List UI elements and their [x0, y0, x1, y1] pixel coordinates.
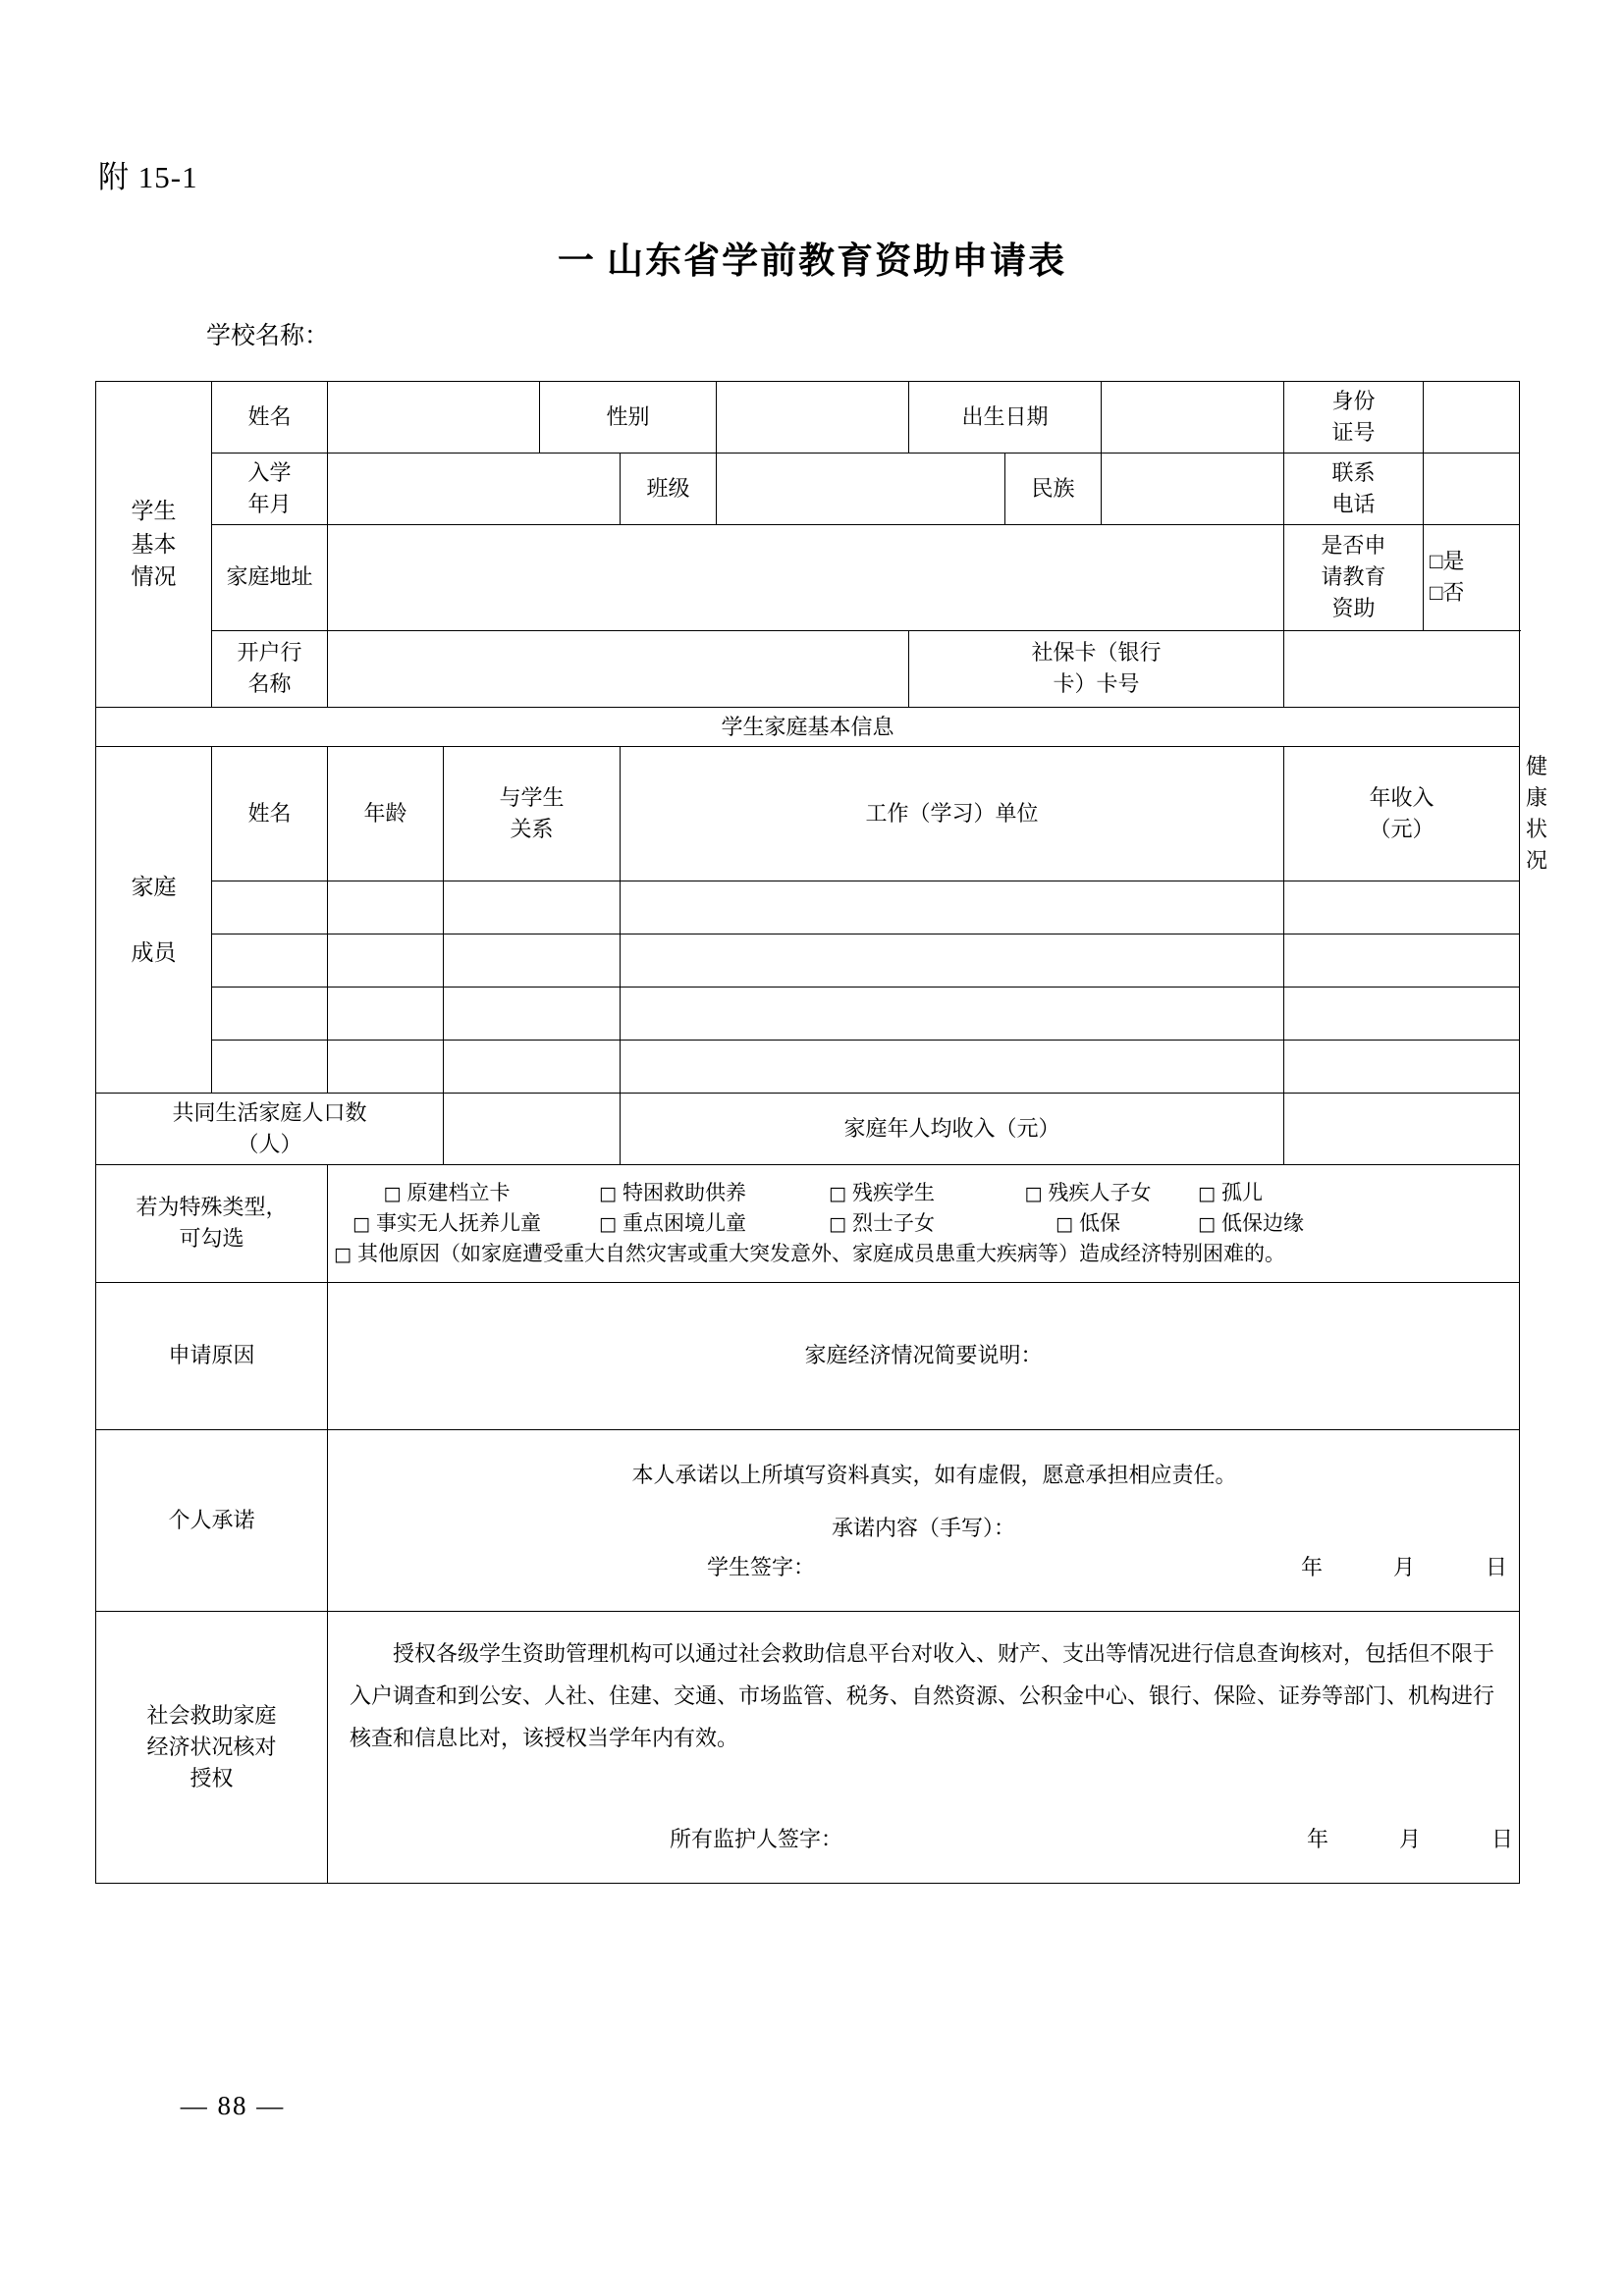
pledge-label: 个人承诺	[96, 1429, 328, 1611]
checkbox-dibao[interactable]: □ 低保	[1056, 1211, 1120, 1236]
special-type-checkboxes	[328, 1164, 1520, 1282]
member-name-cell[interactable]	[212, 881, 328, 934]
avg-income-label: 家庭年人均收入（元）	[621, 1094, 1284, 1165]
table-row	[96, 988, 1520, 1041]
apply-edu-yes[interactable]: □是	[1430, 549, 1465, 574]
table-row	[96, 707, 1520, 747]
member-name-header: 姓名	[212, 747, 328, 881]
checkbox-icon[interactable]: □	[352, 1213, 370, 1236]
year-label: 年	[1307, 1827, 1329, 1852]
special-type-row-2	[334, 1208, 1513, 1239]
member-income-header: 年收入 （元）	[1284, 747, 1520, 881]
special-type-label: 若为特殊类型， 可勾选	[96, 1164, 328, 1282]
pledge-body	[328, 1429, 1520, 1611]
checkbox-jiandanglika[interactable]: □ 原建档立卡	[383, 1181, 511, 1205]
student-signature-label[interactable]: 学生签字：	[707, 1554, 816, 1579]
table-row: 家庭 成员 姓名 年龄 与学生 关系 工作（学习）单位 年收入 （元） 健康 状况	[96, 747, 1520, 881]
attachment-number: 附 15-1	[98, 160, 198, 194]
checkbox-shishiwuren[interactable]: □ 事实无人抚养儿童	[352, 1211, 541, 1236]
checkbox-icon[interactable]: □	[1198, 1183, 1216, 1205]
enroll-value[interactable]	[328, 453, 621, 524]
member-name-cell[interactable]	[212, 1041, 328, 1094]
member-relation-cell[interactable]	[444, 988, 621, 1041]
member-work-cell[interactable]	[621, 934, 1284, 988]
checkbox-lieshizinv[interactable]: □ 烈士子女	[829, 1211, 935, 1236]
name-value[interactable]	[328, 382, 540, 454]
card-label: 社保卡（银行 卡）卡号	[909, 630, 1284, 707]
apply-reason-area[interactable]	[328, 1282, 1520, 1429]
member-work-cell[interactable]	[621, 1041, 1284, 1094]
class-value[interactable]	[717, 453, 1005, 524]
application-form-table	[95, 381, 1548, 1884]
member-age-cell[interactable]	[328, 1041, 444, 1094]
nation-label: 民族	[1005, 453, 1102, 524]
day-label: 日	[1486, 1554, 1508, 1579]
member-work-cell[interactable]	[621, 881, 1284, 934]
avg-income-value[interactable]	[1284, 1094, 1520, 1165]
checkbox-icon[interactable]: □	[1056, 1213, 1073, 1236]
card-value[interactable]	[1284, 630, 1520, 707]
member-name-cell[interactable]	[212, 934, 328, 988]
apply-reason-label: 申请原因	[96, 1282, 328, 1429]
member-relation-header: 与学生 关系	[444, 747, 621, 881]
member-income-cell[interactable]	[1284, 881, 1520, 934]
checkbox-tekunjiuzhu[interactable]: □ 特困救助供养	[599, 1181, 746, 1205]
checkbox-dibaobianyuan[interactable]: □ 低保边缘	[1198, 1211, 1304, 1236]
family-info-banner: 学生家庭基本信息	[96, 707, 1520, 747]
bank-value[interactable]	[328, 630, 909, 707]
apply-edu-choice[interactable]	[1424, 524, 1520, 630]
member-income-cell[interactable]	[1284, 934, 1520, 988]
checkbox-icon[interactable]: □	[383, 1183, 402, 1205]
authorization-text: 授权各级学生资助管理机构可以通过社会救助信息平台对收入、财产、支出等情况进行信息查询核对，包括但不限于入户调查和到公安、人社、住建、交通、市场监管、税务、自然资源、公积金中心、银行、保险、证券等部门、机构进行核查和信息比对，该授权当学年内有效。	[350, 1640, 1495, 1750]
member-age-cell[interactable]	[328, 934, 444, 988]
table-row	[96, 1282, 1520, 1429]
checkbox-icon[interactable]: □	[334, 1243, 352, 1265]
apply-edu-no[interactable]: □否	[1430, 580, 1465, 606]
address-value[interactable]	[328, 524, 1284, 630]
birth-value[interactable]	[1102, 382, 1284, 454]
member-age-cell[interactable]	[328, 881, 444, 934]
pledge-handwrite-label: 承诺内容（手写）：	[832, 1515, 1016, 1540]
address-label: 家庭地址	[212, 524, 328, 630]
pledge-text: 本人承诺以上所填写资料真实，如有虚假，愿意承担相应责任。	[631, 1462, 1237, 1487]
pledge-signature-line	[334, 1552, 1513, 1581]
page-number	[0, 2091, 1624, 2121]
table-row	[96, 1164, 1520, 1282]
id-value[interactable]	[1424, 382, 1520, 454]
day-label: 日	[1491, 1827, 1514, 1852]
table-row	[96, 881, 1520, 934]
month-label: 月	[1393, 1554, 1416, 1579]
checkbox-icon[interactable]: □	[599, 1183, 617, 1205]
month-label: 月	[1399, 1827, 1422, 1852]
year-label: 年	[1301, 1554, 1324, 1579]
checkbox-canjixuesheng[interactable]: □ 残疾学生	[829, 1181, 935, 1205]
member-relation-cell[interactable]	[444, 881, 621, 934]
class-label: 班级	[621, 453, 717, 524]
member-work-header: 工作（学习）单位	[621, 747, 1284, 881]
member-income-cell[interactable]	[1284, 1041, 1520, 1094]
checkbox-icon[interactable]: □	[829, 1213, 846, 1236]
phone-label: 联系 电话	[1284, 453, 1424, 524]
table-row	[96, 1429, 1520, 1611]
checkbox-zhongdiankunjing[interactable]: □ 重点困境儿童	[599, 1211, 746, 1236]
nation-value[interactable]	[1102, 453, 1284, 524]
authorization-signature-line	[328, 1824, 1519, 1883]
school-name-label: 学校名称：	[206, 323, 330, 349]
student-basic-section-label: 学生 基本 情况	[96, 382, 212, 708]
enroll-label: 入学 年月	[212, 453, 328, 524]
checkbox-qitayuanyin[interactable]: □ 其他原因（如家庭遭受重大自然灾害或重大突发意外、家庭成员患重大疾病等）造成经济特别困难的。	[334, 1241, 1285, 1265]
table-row	[96, 382, 1520, 454]
gender-label: 性别	[540, 382, 717, 454]
member-age-header: 年龄	[328, 747, 444, 881]
page-number-text: — 88 —	[180, 2091, 286, 2120]
table-row	[96, 1041, 1520, 1094]
apply-reason-note: 家庭经济情况简要说明：	[804, 1343, 1043, 1368]
authorization-body	[328, 1611, 1520, 1884]
population-value[interactable]	[444, 1094, 621, 1165]
population-label: 共同生活家庭人口数 （人）	[96, 1094, 444, 1165]
authorization-label: 社会救助家庭 经济状况核对 授权	[96, 1611, 328, 1884]
member-relation-cell[interactable]	[444, 1041, 621, 1094]
member-work-cell[interactable]	[621, 988, 1284, 1041]
apply-edu-label: 是否申 请教育 资助	[1284, 524, 1424, 630]
bank-label: 开户行 名称	[212, 630, 328, 707]
family-member-section-label: 家庭 成员	[96, 747, 212, 1094]
authorization-date-fields[interactable]	[1307, 1824, 1513, 1855]
pledge-date-fields[interactable]	[1301, 1552, 1507, 1583]
special-type-row-3	[334, 1239, 1513, 1269]
table-row	[96, 453, 1520, 524]
checkbox-guer[interactable]: □ 孤儿	[1198, 1181, 1263, 1205]
table-row	[96, 1611, 1520, 1884]
member-relation-cell[interactable]	[444, 934, 621, 988]
phone-value[interactable]	[1424, 453, 1520, 524]
member-age-cell[interactable]	[328, 988, 444, 1041]
guardian-signature-label[interactable]: 所有监护人签字：	[670, 1827, 843, 1852]
special-type-row-1	[334, 1178, 1513, 1208]
table-row	[96, 630, 1520, 707]
checkbox-canjirenzinv[interactable]: □ 残疾人子女	[1024, 1181, 1152, 1205]
birth-label: 出生日期	[909, 382, 1102, 454]
member-income-cell[interactable]	[1284, 988, 1520, 1041]
member-name-cell[interactable]	[212, 988, 328, 1041]
gender-value[interactable]	[717, 382, 909, 454]
checkbox-icon[interactable]: □	[1198, 1213, 1216, 1236]
table-row	[96, 1094, 1520, 1165]
table-row	[96, 524, 1520, 630]
name-label: 姓名	[212, 382, 328, 454]
id-label: 身份 证号	[1284, 382, 1424, 454]
checkbox-icon[interactable]: □	[829, 1183, 846, 1205]
page-title: 一 山东省学前教育资助申请表	[557, 241, 1067, 282]
checkbox-icon[interactable]: □	[599, 1213, 617, 1236]
table-row	[96, 934, 1520, 988]
checkbox-icon[interactable]: □	[1024, 1183, 1043, 1205]
